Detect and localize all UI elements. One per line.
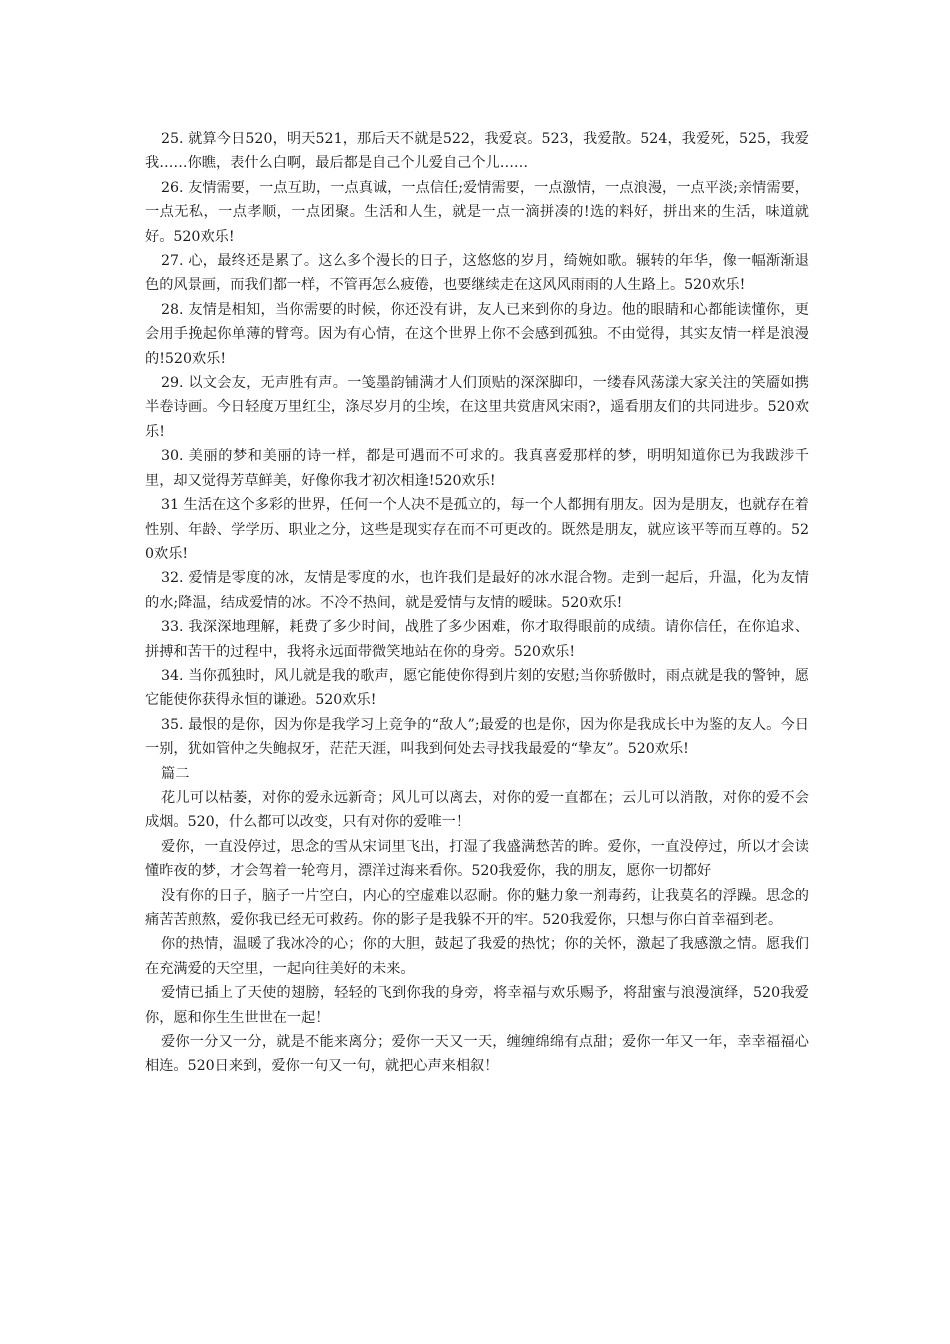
paragraph-35: 35. 最恨的是你，因为你是我学习上竞争的“敌人”;最爱的也是你，因为你是我成长中为鉴的友人。今日一别，犹如管仲之失鲍叔牙，茫茫天涯，叫我到何处去寻找我最爱的“挚友”。520欢乐! xyxy=(145,716,809,758)
paragraph-26: 26. 友情需要，一点互助，一点真诚，一点信任;爱情需要，一点激情，一点浪漫，一点平淡;亲情需要，一点无私，一点孝顺，一点团聚。生活和人生，就是一点一滴拼凑的!选的料好，拼出来的生活，味道就好。520欢乐! xyxy=(145,179,809,245)
paragraph-30: 30. 美丽的梦和美丽的诗一样，都是可遇而不可求的。我真喜爱那样的梦，明明知道你已为我跋涉千里，却又觉得芳草鲜美，好像你我才初次相逢!520欢乐! xyxy=(145,448,809,489)
paragraph-34: 34. 当你孤独时，风儿就是我的歌声，愿它能使你得到片刻的安慰;当你骄傲时，雨点就是我的警钟，愿它能使你获得永恒的谦逊。520欢乐! xyxy=(145,667,809,709)
paragraph-31: 31 生活在这个多彩的世界，任何一个人决不是孤立的，每一个人都拥有朋友。因为是朋友，也就存在着性别、年龄、学学历、职业之分，这些是现实存在而不可更改的。既然是朋友，就应该平等而互尊的。520欢乐! xyxy=(145,497,809,562)
section-paragraph: 没有你的日子，脑子一片空白，内心的空虚难以忍耐。你的魅力象一剂毒药，让我莫名的浮躁。思念的痛苦苦煎熬，爱你我已经无可救药。你的影子是我躲不开的牢。520我爱你，只想与你白首幸福到老。 xyxy=(145,887,809,928)
section-paragraph: 爱情已插上了天使的翅膀，轻轻的飞到你我的身旁，将幸福与欢乐赐予，将甜蜜与浪漫演绎，520我爱你，愿和你生生世世在一起！ xyxy=(145,985,809,1026)
paragraph-33: 33. 我深深地理解，耗费了多少时间，战胜了多少困难，你才取得眼前的成绩。请你信任，在你追求、拼搏和苦干的过程中，我将永远面带微笑地站在你的身旁。520欢乐! xyxy=(145,619,809,660)
document-page xyxy=(145,127,809,1079)
paragraph-25: 25. 就算今日520，明天521，那后天不就是522，我爱哀。523，我爱散。524，我爱死，525，我爱我……你瞧，表什么白啊，最后都是自己个儿爱自己个儿…… xyxy=(145,131,809,172)
paragraph-29: 29. 以文会友，无声胜有声。一笺墨韵铺满才人们顶贴的深深脚印，一缕春风荡漾大家关注的笑靥如携半卷诗画。今日轻度万里红尘，涤尽岁月的尘埃，在这里共赏唐风宋雨?，遥看朋友们的共同进步。520欢乐! xyxy=(145,375,809,440)
section-paragraph: 爱你，一直没停过，思念的雪从宋词里飞出，打湿了我盛满愁苦的眸。爱你，一直没停过，所以才会读懂昨夜的梦，才会驾着一轮弯月，漂洋过海来看你。520我爱你，我的朋友，愿你一切都好 xyxy=(145,838,809,880)
section-paragraph: 你的热情，温暖了我冰冷的心；你的大胆，鼓起了我爱的热忱；你的关怀，激起了我感激之情。愿我们在充满爱的天空里，一起向往美好的未来。 xyxy=(145,936,809,977)
section-heading: 篇二 xyxy=(161,765,190,782)
section-paragraph: 花儿可以枯萎，对你的爱永远新奇；风儿可以离去，对你的爱一直都在；云儿可以消散，对你的爱不会成烟。520，什么都可以改变，只有对你的爱唯一！ xyxy=(145,789,809,831)
section-paragraph: 爱你一分又一分，就是不能来离分；爱你一天又一天，缠缠绵绵有点甜；爱你一年又一年，幸幸福福心相连。520日来到，爱你一句又一句，就把心声来相叙！ xyxy=(145,1034,809,1075)
paragraph-27: 27. 心，最终还是累了。这么多个漫长的日子，这悠悠的岁月，绮婉如歌。辗转的年华，像一幅渐渐退色的风景画，而我们都一样，不管再怎么疲倦，也要继续走在这风风雨雨的人生路上。520欢乐! xyxy=(145,253,809,294)
paragraph-28: 28. 友情是相知，当你需要的时候，你还没有讲，友人已来到你的身边。他的眼睛和心都能读懂你，更会用手挽起你单薄的臂弯。因为有心情，在这个世界上你不会感到孤独。不由觉得，其实友情一样是浪漫的!520欢乐! xyxy=(145,301,809,367)
paragraph-32: 32. 爱情是零度的冰，友情是零度的水，也许我们是最好的冰水混合物。走到一起后，升温，化为友情的水;降温，结成爱情的冰。不冷不热间，就是爱情与友情的暧昧。520欢乐! xyxy=(145,570,809,611)
